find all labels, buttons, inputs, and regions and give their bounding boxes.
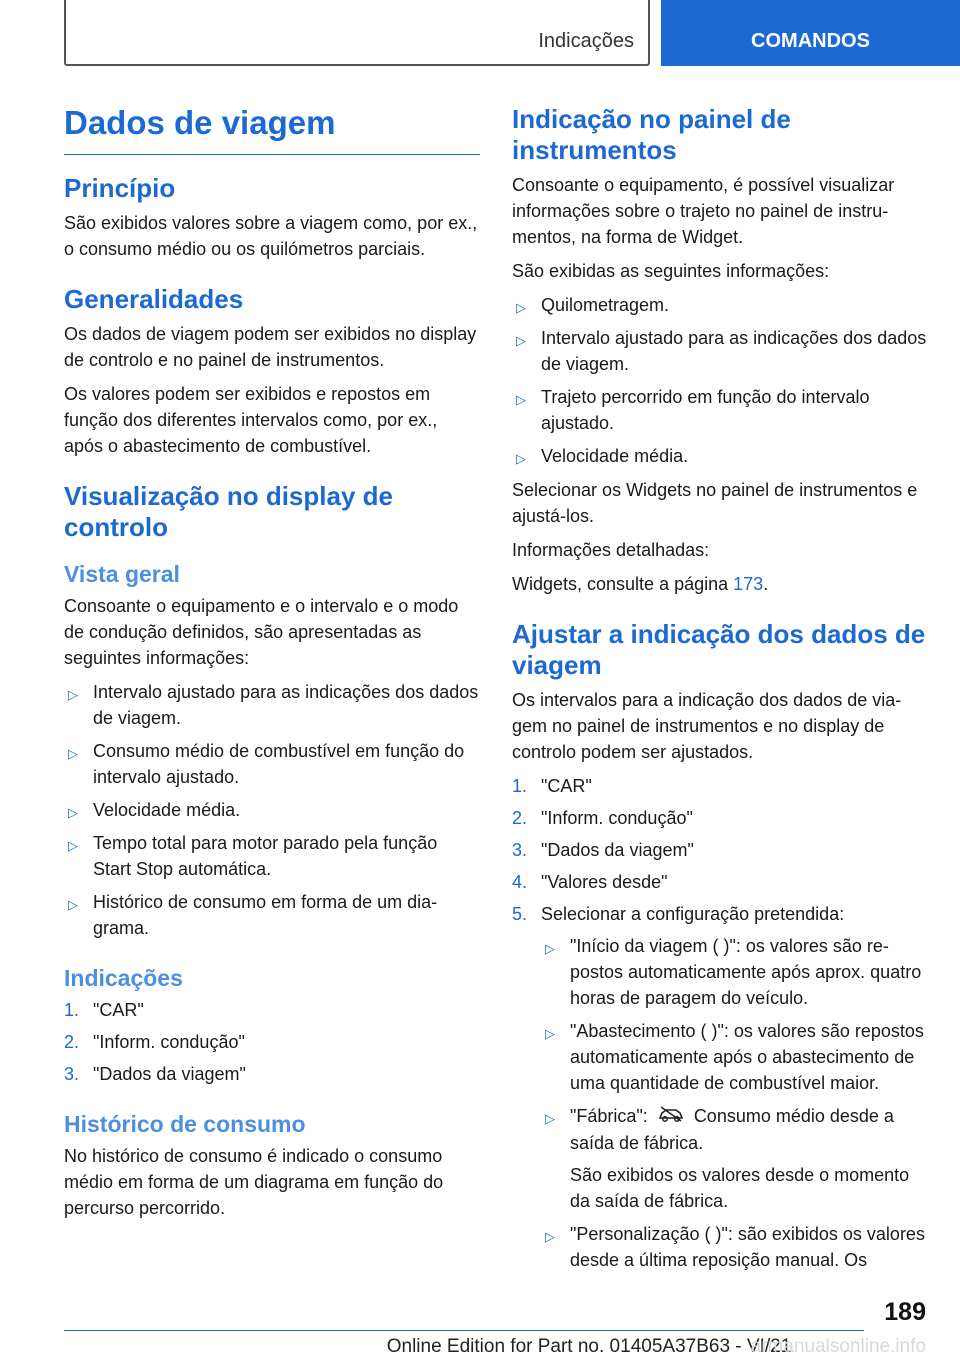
indicacoes-steps xyxy=(64,997,480,1087)
triangle-bullet-icon: ▷ xyxy=(68,805,78,820)
painel-p4: Informações detalhadas: xyxy=(512,540,710,560)
triangle-bullet-icon: ▷ xyxy=(516,451,526,466)
list-item: ▷ Histórico de consumo em forma de um diagrama. xyxy=(68,892,438,938)
step-item: 3. "Dados da viagem" xyxy=(512,840,694,860)
triangle-bullet-icon: ▷ xyxy=(545,1229,555,1245)
step-item: 2. "Inform. condução" xyxy=(512,808,693,828)
list-item: ▷ Consumo médio de combustível em função do intervalo ajustado. xyxy=(68,741,465,787)
list-item: ▷ "Início da viagem ( )": os valores são repostos automaticamente após aprox. quatro horas de paragem do veículo. xyxy=(545,936,922,1008)
ajustar-text: Os intervalos para a indicação dos dados de viagem no painel de instrumentos e no display de controlo podem ser ajustados. xyxy=(512,690,902,762)
heading-painel: Indicação no painel de instrumentos xyxy=(512,104,791,165)
triangle-bullet-icon: ▷ xyxy=(516,300,526,315)
header-section-title: Indicações xyxy=(538,30,634,52)
painel-p1: Consoante o equipamento, é possível visualizar informações sobre o trajeto no painel de instrumentos, na forma de Widget. xyxy=(512,175,895,247)
triangle-bullet-icon: ▷ xyxy=(68,838,78,853)
fabrica-note: São exibidos os valores desde o momento da saída de fábrica. xyxy=(570,1165,910,1212)
list-item: ▷ "Abastecimento ( )": os valores são repostos automaticamente após o abastecimento de uma quantidade de combustível maior. xyxy=(545,1021,924,1093)
list-item: ▷ Trajeto percorrido em função do intervalo ajustado. xyxy=(516,387,870,433)
heading-visualizacao: Visualização no display de controlo xyxy=(64,481,393,542)
right-column xyxy=(512,100,928,1281)
principio-text: São exibidos valores sobre a viagem como, por ex., o consumo médio ou os quilómetros parciais. xyxy=(64,213,478,259)
painel-p5: Widgets, consulte a página 173. xyxy=(512,574,769,594)
list-item: ▷ Intervalo ajustado para as indicações dos dados de viagem. xyxy=(516,328,927,374)
triangle-bullet-icon: ▷ xyxy=(516,333,526,348)
painel-p3: Selecionar os Widgets no painel de instrumentos e ajustá-los. xyxy=(512,480,918,526)
vista-geral-list xyxy=(64,679,480,941)
left-column xyxy=(64,100,480,1229)
list-item: ▷ Quilometragem. xyxy=(512,292,928,318)
step-item: 3. "Dados da viagem" xyxy=(64,1064,246,1084)
generalidades-p2: Os valores podem ser exibidos e repostos em função dos diferentes intervalos como, por ex., após o abastecimento de combustível. xyxy=(64,384,438,456)
heading-vista-geral: Vista geral xyxy=(64,561,180,587)
triangle-bullet-icon: ▷ xyxy=(545,941,555,956)
page-link[interactable]: 173 xyxy=(733,574,764,594)
list-item: ▷ Intervalo ajustado para as indicações dos dados de viagem. xyxy=(68,682,479,728)
step-item: 5. Selecionar a configuração pretendida: ▷ "Início da viagem ( )": os valores são repostos automaticamente após aprox. quatro horas de paragem do veículo. ▷ "Abastecimento ( )": os valores são repostos automaticamente após o abastecimento de uma quantidade de combustível maior. ▷ "Fábrica": Consumo médio desde a saída de fábrica. São exibidos os valores desde o momento da saída de fábrica. ▷ "Personalização ( )": são exibidos os valores desde a última reposição manual. Os xyxy=(512,901,928,1273)
footer-watermark: armanualsonline.info xyxy=(750,1336,926,1357)
list-item: ▷ Velocidade média. xyxy=(512,443,928,469)
generalidades-p1: Os dados de viagem podem ser exibidos no display de controlo e no painel de instrumentos. xyxy=(64,324,477,370)
car-factory-icon xyxy=(658,1104,684,1130)
painel-p2: São exibidas as seguintes informações: xyxy=(512,261,830,281)
config-options-list xyxy=(541,933,928,1273)
step-item: 1. "CAR" xyxy=(512,776,592,796)
list-item: ▷ "Fábrica": Consumo médio desde a saída de fábrica. São exibidos os valores desde o momento da saída de fábrica. xyxy=(541,1103,928,1214)
historico-text: No histórico de consumo é indicado o consumo médio em forma de um diagrama em função do percurso percorrido. xyxy=(64,1146,444,1218)
heading-indicacoes: Indicações xyxy=(64,965,183,991)
step-item: 1. "CAR" xyxy=(64,1000,144,1020)
painel-list xyxy=(512,292,928,469)
triangle-bullet-icon: ▷ xyxy=(545,1111,555,1126)
header-frame xyxy=(64,0,650,66)
triangle-bullet-icon: ▷ xyxy=(68,897,78,912)
header-chapter-tab[interactable] xyxy=(661,0,960,66)
vista-geral-text: Consoante o equipamento e o intervalo e o modo de condução definidos, são apresentadas as seguintes informações: xyxy=(64,596,459,668)
footer-edition: Online Edition for Part no. 01405A37B63 - VI/21 xyxy=(386,1336,792,1357)
triangle-bullet-icon: ▷ xyxy=(68,687,78,702)
header-chapter-label: COMANDOS xyxy=(751,29,870,52)
step-item: 4. "Valores desde" xyxy=(512,872,668,892)
heading-ajustar: Ajustar a indicação dos dados de viagem xyxy=(512,619,926,680)
triangle-bullet-icon: ▷ xyxy=(516,392,526,407)
list-item: ▷ "Personalização ( )": são exibidos os valores desde a última reposição manual. Os xyxy=(545,1224,925,1271)
heading-principio: Princípio xyxy=(64,173,176,203)
page-number: 189 xyxy=(884,1298,926,1326)
footer-divider xyxy=(64,1330,864,1331)
heading-historico: Histórico de consumo xyxy=(64,1111,306,1137)
triangle-bullet-icon: ▷ xyxy=(545,1026,555,1041)
step-item: 2. "Inform. condução" xyxy=(64,1032,245,1052)
list-item: ▷ Tempo total para motor parado pela função Start Stop automática. xyxy=(68,833,438,879)
page-title: Dados de viagem xyxy=(64,100,480,155)
ajustar-steps xyxy=(512,773,928,1273)
triangle-bullet-icon: ▷ xyxy=(68,746,78,761)
heading-generalidades: Generalidades xyxy=(64,284,244,314)
list-item: ▷ Velocidade média. xyxy=(64,797,480,823)
